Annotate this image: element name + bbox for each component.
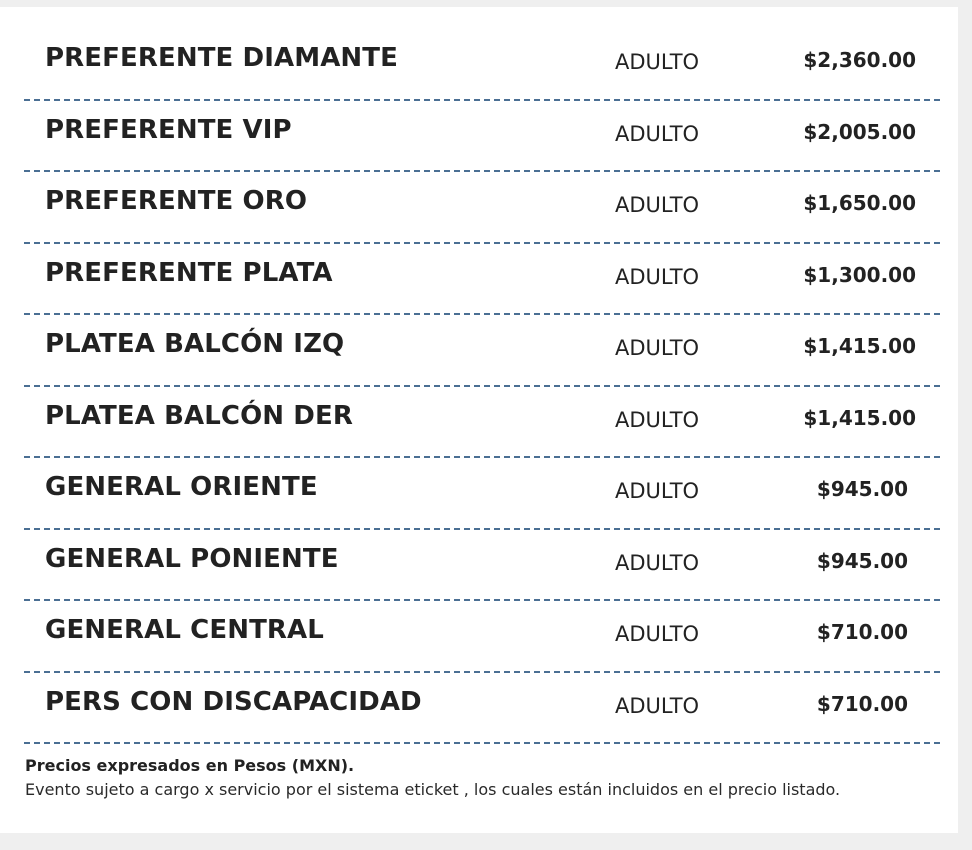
price-list [24,29,940,744]
section-name: PREFERENTE PLATA [45,257,333,288]
ticket-type: ADULTO [615,264,700,289]
section-name: PREFERENTE DIAMANTE [45,43,398,73]
price-footer [25,756,925,799]
price-row [24,244,940,316]
price-value: $945.00 [816,477,908,501]
price-value: $1,415.00 [803,334,916,358]
price-row [24,530,940,602]
ticket-type: ADULTO [615,622,700,646]
price-value: $2,005.00 [803,119,916,144]
currency-note: Precios expresados en Pesos (MXN). [25,756,355,775]
section-name: PREFERENTE VIP [45,114,292,145]
price-row [24,101,940,173]
price-row [24,172,940,244]
price-value: $1,415.00 [803,405,916,430]
price-value: $1,300.00 [803,262,916,287]
price-row [24,315,940,387]
price-value: $2,360.00 [803,48,916,72]
price-value: $710.00 [816,620,908,644]
price-value: $710.00 [816,691,908,716]
ticket-type: ADULTO [615,336,700,360]
price-row [24,458,940,530]
ticket-type: ADULTO [615,550,700,575]
price-row [24,601,940,673]
section-name: GENERAL PONIENTE [45,543,339,574]
ticket-type: ADULTO [615,50,700,74]
price-row [24,29,940,101]
ticket-type: ADULTO [615,693,700,718]
price-row [24,673,940,745]
section-name: PREFERENTE ORO [45,186,308,216]
price-value: $1,650.00 [803,191,916,215]
price-panel [0,7,958,833]
ticket-type: ADULTO [615,193,700,217]
ticket-type: ADULTO [615,407,700,432]
section-name: PLATEA BALCÓN IZQ [45,329,345,359]
ticket-type: ADULTO [615,479,700,503]
price-row [24,387,940,459]
section-name: GENERAL CENTRAL [45,615,324,645]
section-name: PLATEA BALCÓN DER [45,400,353,431]
section-name: GENERAL ORIENTE [45,472,318,502]
ticket-type: ADULTO [615,121,700,146]
section-name: PERS CON DISCAPACIDAD [45,686,422,717]
service-charge-note: Evento sujeto a cargo x servicio por el sistema eticket , los cuales están incluidos en el precio listado. [25,780,841,799]
price-value: $945.00 [816,548,908,573]
